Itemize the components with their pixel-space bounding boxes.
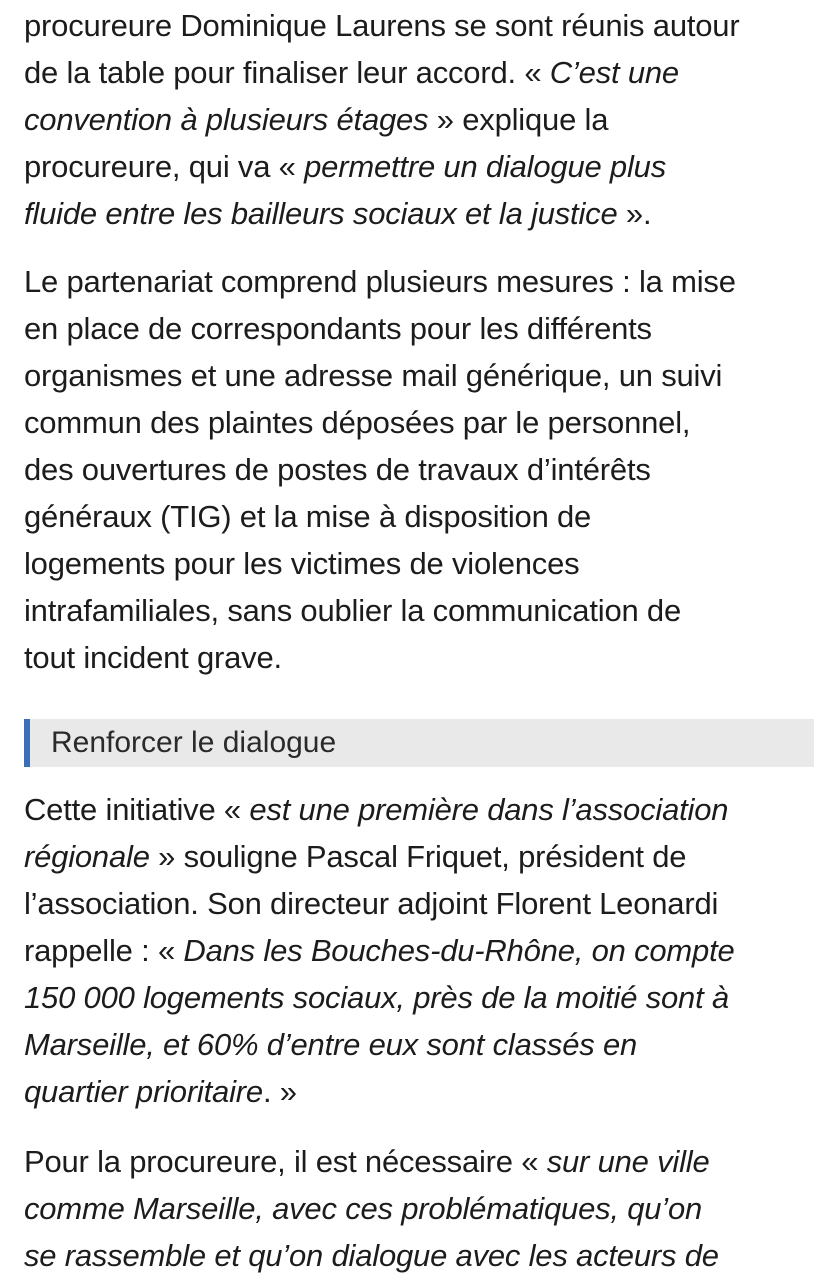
- text-line: [24, 1021, 735, 1068]
- text-line: intrafamiliales, sans oublier la communication de: [24, 593, 682, 628]
- text-line: rappelle : « Dans les Bouches-du-Rhône, on compte: [24, 933, 735, 968]
- quote-text: convention à plusieurs étages: [24, 102, 429, 137]
- text-line: convention à plusieurs étages » explique la: [24, 102, 609, 137]
- quote-text: régionale: [24, 839, 150, 874]
- quote-text: Dans les Bouches-du-Rhône, on compte: [183, 933, 735, 968]
- quote-text: sur une ville: [546, 1144, 710, 1179]
- text-line: [24, 974, 735, 1021]
- text-line: Cette initiative « est une première dans l’association: [24, 792, 729, 827]
- quote-text: quartier prioritaire: [24, 1074, 263, 1109]
- text-line: quartier prioritaire. »: [24, 1074, 297, 1109]
- paragraph-agreement: [24, 2, 739, 237]
- text-line: commun des plaintes déposées par le personnel,: [24, 405, 691, 440]
- text-line: organismes et une adresse mail générique, un suivi: [24, 358, 723, 393]
- quote-text: est une première dans l’association: [249, 792, 729, 827]
- text-line: [24, 1185, 719, 1232]
- text-line: l’association. Son directeur adjoint Florent Leonardi: [24, 886, 719, 921]
- text-line: de la table pour finaliser leur accord. « C’est une: [24, 55, 679, 90]
- text-line: Le partenariat comprend plusieurs mesures : la mise: [24, 264, 736, 299]
- quote-text: comme Marseille, avec ces problématiques, qu’on: [24, 1191, 703, 1226]
- section-subheading: [24, 719, 814, 767]
- quote-text: fluide entre les bailleurs sociaux et la justice: [24, 196, 618, 231]
- quote-text: C’est une: [549, 55, 679, 90]
- text-line: fluide entre les bailleurs sociaux et la justice ».: [24, 196, 652, 231]
- text-line: Pour la procureure, il est nécessaire « sur une ville: [24, 1144, 710, 1179]
- text-line: en place de correspondants pour les différents: [24, 311, 652, 346]
- text-line: [24, 1232, 719, 1279]
- quote-text: Marseille, et 60% d’entre eux sont classés en: [24, 1027, 638, 1062]
- text-line: procureure, qui va « permettre un dialogue plus: [24, 149, 667, 184]
- text-line: régionale » souligne Pascal Friquet, président de: [24, 839, 687, 874]
- quote-text: 150 000 logements sociaux, près de la moitié sont à: [24, 980, 729, 1015]
- paragraph-measures: [24, 258, 736, 681]
- text-line: généraux (TIG) et la mise à disposition de: [24, 499, 592, 534]
- paragraph-prosecutor: [24, 1138, 719, 1279]
- text-line: des ouvertures de postes de travaux d’intérêts: [24, 452, 651, 487]
- text-line: procureure Dominique Laurens se sont réunis autour: [24, 8, 740, 43]
- text-line: logements pour les victimes de violences: [24, 546, 580, 581]
- quote-text: permettre un dialogue plus: [304, 149, 667, 184]
- subheading-title: Renforcer le dialogue: [51, 726, 337, 759]
- paragraph-initiative: [24, 786, 735, 1115]
- quote-text: se rassemble et qu’on dialogue avec les acteurs de: [24, 1238, 719, 1273]
- text-line: tout incident grave.: [24, 640, 282, 675]
